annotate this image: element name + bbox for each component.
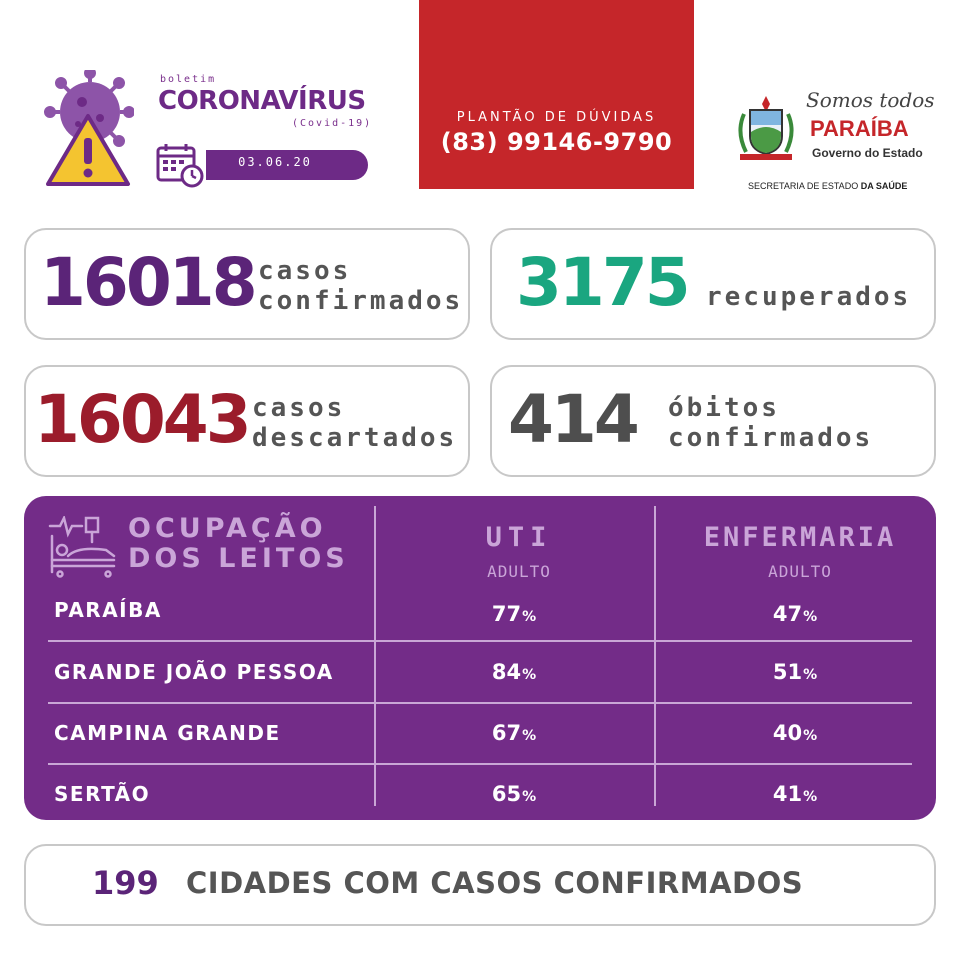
gov-slogan: Somos todos [806, 88, 935, 112]
uti-value: 67% [491, 721, 537, 745]
enfermaria-value: 47% [772, 602, 818, 626]
occupancy-title: OCUPAÇÃO DOS LEITOS [128, 513, 349, 574]
region-label: SERTÃO [54, 782, 151, 806]
hotline-label: PLANTÃO DE DÚVIDAS [456, 110, 657, 125]
gov-state: PARAÍBA [810, 116, 909, 141]
hotline-number: (83) 99146-9790 [440, 128, 673, 156]
enfermaria-value: 51% [772, 660, 818, 684]
row-divider [48, 702, 912, 704]
region-label: PARAÍBA [54, 598, 162, 622]
uti-value: 77% [491, 602, 537, 626]
uti-column-header: UTI [485, 522, 553, 553]
bed-occupancy-panel [24, 496, 936, 820]
recovered-value: 3175 [516, 244, 688, 321]
cities-summary [24, 844, 936, 926]
confirmed-value: 16018 [40, 244, 255, 321]
stat-confirmed [24, 228, 470, 340]
cities-text: CIDADES COM CASOS CONFIRMADOS [186, 866, 804, 900]
bulletin-label: boletim [160, 74, 217, 85]
uti-column-subheader: ADULTO [487, 562, 551, 581]
cities-count: 199 [92, 864, 159, 902]
hospital-bed-icon [48, 516, 118, 578]
hotline-box [419, 0, 694, 189]
uti-value: 65% [491, 782, 537, 806]
calendar-icon [156, 142, 204, 188]
stat-deaths [490, 365, 936, 477]
deaths-value: 414 [508, 381, 637, 458]
discarded-value: 16043 [34, 381, 249, 458]
recovered-label: recuperados [706, 282, 912, 312]
confirmed-label: casos confirmados [258, 256, 464, 316]
bulletin-title: CORONAVÍRUS [158, 86, 366, 116]
enfermaria-column-subheader: ADULTO [768, 562, 832, 581]
discarded-label: casos descartados [252, 393, 458, 453]
coat-of-arms-icon [730, 92, 802, 164]
region-label: CAMPINA GRANDE [54, 721, 281, 745]
row-divider [48, 640, 912, 642]
bulletin-subtitle: (Covid-19) [292, 118, 373, 129]
enfermaria-value: 41% [772, 782, 818, 806]
column-divider [374, 506, 376, 806]
stat-recovered [490, 228, 936, 340]
region-label: GRANDE JOÃO PESSOA [54, 660, 334, 684]
deaths-label: óbitos confirmados [668, 393, 874, 453]
virus-warning-logo [42, 70, 134, 188]
bulletin-date: 03.06.20 [238, 155, 312, 169]
column-divider [654, 506, 656, 806]
uti-value: 84% [491, 660, 537, 684]
stat-discarded [24, 365, 470, 477]
enfermaria-column-header: ENFERMARIA [703, 522, 897, 553]
enfermaria-value: 40% [772, 721, 818, 745]
secretaria-label: SECRETARIA DE ESTADO DA SAÚDE [748, 181, 908, 191]
gov-name: Governo do Estado [812, 146, 923, 160]
row-divider [48, 763, 912, 765]
